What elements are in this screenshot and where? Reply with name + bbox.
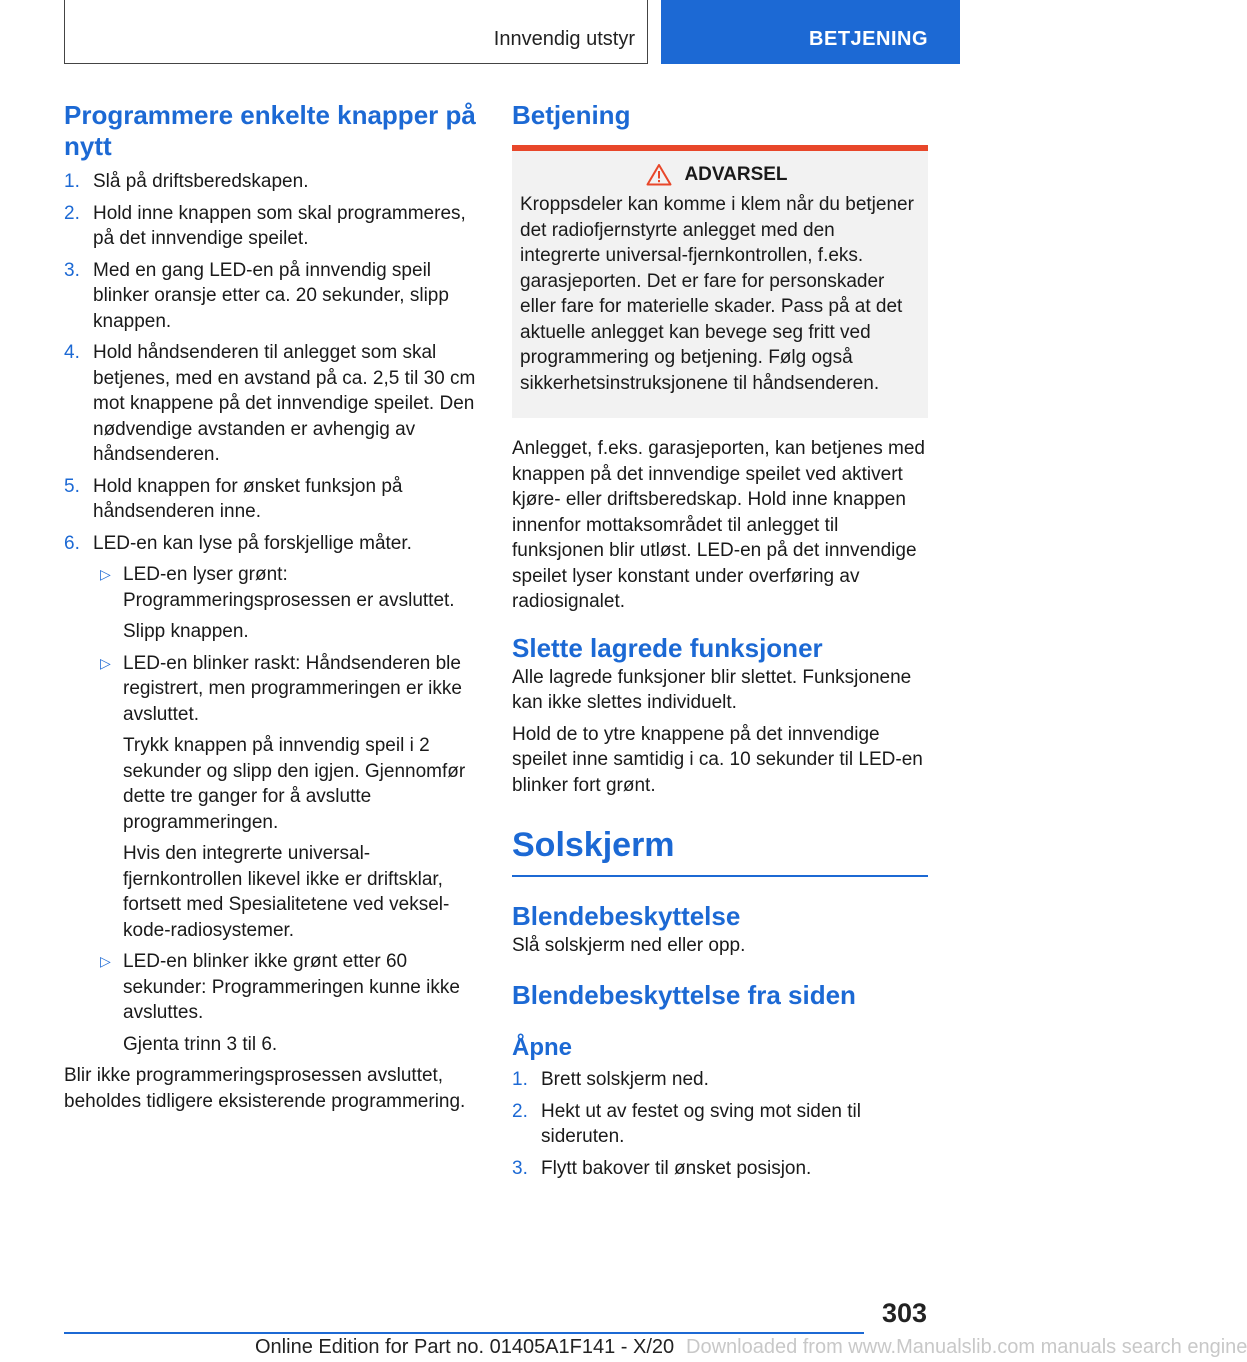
step-text: LED-en kan lyse på forskjellige måter.: [93, 532, 412, 554]
slette-heading: Slette lagrede funksjoner: [512, 632, 823, 663]
header-chapter-tab: [661, 0, 960, 64]
bullet-text: LED-en lyser grønt: Programmeringsprosessen er avsluttet.: [123, 564, 455, 611]
step-number: 2.: [64, 202, 80, 224]
left-column: [64, 100, 478, 1114]
step-item: [64, 258, 478, 335]
warning-triangle-icon: [646, 163, 672, 186]
header-chapter-title: BETJENING: [809, 28, 928, 50]
bullet-note: Gjenta trinn 3 til 6.: [123, 1033, 278, 1055]
step-number: 2.: [512, 1100, 528, 1122]
step-text: Hekt ut av festet og sving mot siden til sideruten.: [541, 1100, 861, 1147]
header-section-tab: [64, 0, 648, 64]
step-number: 1.: [512, 1069, 528, 1090]
solskjerm-rule: [512, 875, 928, 877]
warning-callout: [512, 145, 928, 418]
step-item: [64, 201, 478, 252]
bullet-note: Trykk knappen på innvendig speil i 2 sekunder og slipp den igjen. Gjennomfør dette tre ganger for å avslutte programmeringen.: [123, 735, 466, 833]
bullet-item: [64, 651, 478, 728]
step-item: [64, 531, 478, 557]
slette-paragraph-1: Alle lagrede funksjoner blir slettet. Funksjonene kan ikke slettes individuelt.: [512, 666, 912, 713]
step-number: 3.: [512, 1157, 528, 1179]
apne-steps: [512, 1067, 928, 1181]
step-text: Med en gang LED-en på innvendig speil blinker oransje etter ca. 20 sekunder, slipp knappen.: [93, 259, 449, 332]
step-item: [64, 340, 478, 468]
triangle-right-icon: ▷: [100, 566, 111, 582]
programmere-steps: [64, 169, 478, 556]
step-item: [512, 1156, 928, 1182]
solskjerm-heading: Solskjerm: [512, 826, 675, 864]
step-item: [64, 474, 478, 525]
bullet-note: Hvis den integrerte universal-fjernkontrollen likevel ikke er driftsklar, fortsett med Spesialitetene ved veksel-kode-radiosystemer.: [123, 843, 450, 941]
triangle-right-icon: ▷: [100, 654, 111, 671]
step-item: [512, 1099, 928, 1150]
right-column: [512, 100, 928, 1187]
triangle-right-icon: ▷: [100, 953, 111, 969]
programmere-heading: Programmere enkelte knapper på nytt: [64, 100, 476, 161]
blende-heading: Blendebeskyttelse: [512, 900, 741, 931]
step-number: 1.: [64, 171, 80, 192]
bullet-item: [64, 562, 478, 613]
warning-text: Kroppsdeler kan komme i klem når du betjener det radiofjernstyrte anlegget med den integrerte universal-fjernkontrollen, f.eks. garasjeporten. Det er fare for personskader eller fare for materielle skader. Pass på at det aktuelle anlegget kan bevege seg fritt ved programmering og betjening. Følg også sikkerhetsinstruksjonene til håndsenderen.: [520, 194, 914, 394]
step-text: Hold inne knappen som skal programmeres, på det innvendige speilet.: [93, 202, 466, 249]
slette-paragraph-2: Hold de to ytre knappene på det innvendige speilet inne samtidig i ca. 10 sekunder til LED-en blinker fort grønt.: [512, 723, 923, 796]
footer-rule: [64, 1332, 864, 1334]
closing-paragraph: Blir ikke programmeringsprosessen avsluttet, beholdes tidligere eksisterende programmering.: [64, 1065, 466, 1112]
step-text: Slå på driftsberedskapen.: [93, 171, 309, 192]
footer-edition: Online Edition for Part no. 01405A1F141 - X/20: [255, 1336, 675, 1358]
step-number: 4.: [64, 342, 80, 363]
step-text: Hold håndsenderen til anlegget som skal betjenes, med en avstand på ca. 2,5 til 30 cm mot knappene på det innvendige speilet. Den nødvendige avstanden er avhengig av håndsenderen.: [93, 342, 476, 465]
betjening-paragraph: Anlegget, f.eks. garasjeporten, kan betjenes med knappen på det innvendige speilet ved aktivert kjøre- eller driftsberedskap. Hold inne knappen innenfor mottaksområdet til anlegget til funksjonen blir utløst. LED-en på det innvendige speilet lyser konstant under overføring av radiosignalet.: [512, 438, 925, 612]
bullet-item: [64, 949, 478, 1026]
step-number: 5.: [64, 475, 80, 497]
apne-heading: Åpne: [512, 1034, 572, 1061]
betjening-heading: Betjening: [512, 100, 631, 130]
step-number: 6.: [64, 532, 80, 554]
warning-box: [512, 151, 928, 418]
header-section-title: Innvendig utstyr: [493, 28, 635, 50]
step-item: [64, 169, 478, 195]
step-text: Brett solskjerm ned.: [541, 1069, 709, 1090]
page-number: 303: [882, 1298, 928, 1328]
step-item: [512, 1067, 928, 1093]
warning-header: [514, 163, 920, 186]
warning-title: ADVARSEL: [684, 163, 788, 185]
bullet-text: LED-en blinker ikke grønt etter 60 sekunder: Programmeringen kunne ikke avsluttes.: [123, 951, 460, 1023]
step-text: Flytt bakover til ønsket posisjon.: [541, 1157, 812, 1179]
bullet-note: Slipp knappen.: [123, 621, 249, 642]
blende-paragraph: Slå solskjerm ned eller opp.: [512, 934, 746, 956]
bullet-text: LED-en blinker raskt: Håndsenderen ble registrert, men programmeringen er ikke avsluttet.: [123, 652, 462, 725]
step-text: Hold knappen for ønsket funksjon på håndsenderen inne.: [93, 475, 403, 522]
watermark: Downloaded from www.Manualslib.com manuals search engine: [686, 1336, 1247, 1358]
blende-side-heading: Blendebeskyttelse fra siden: [512, 980, 856, 1010]
step-number: 3.: [64, 259, 80, 281]
